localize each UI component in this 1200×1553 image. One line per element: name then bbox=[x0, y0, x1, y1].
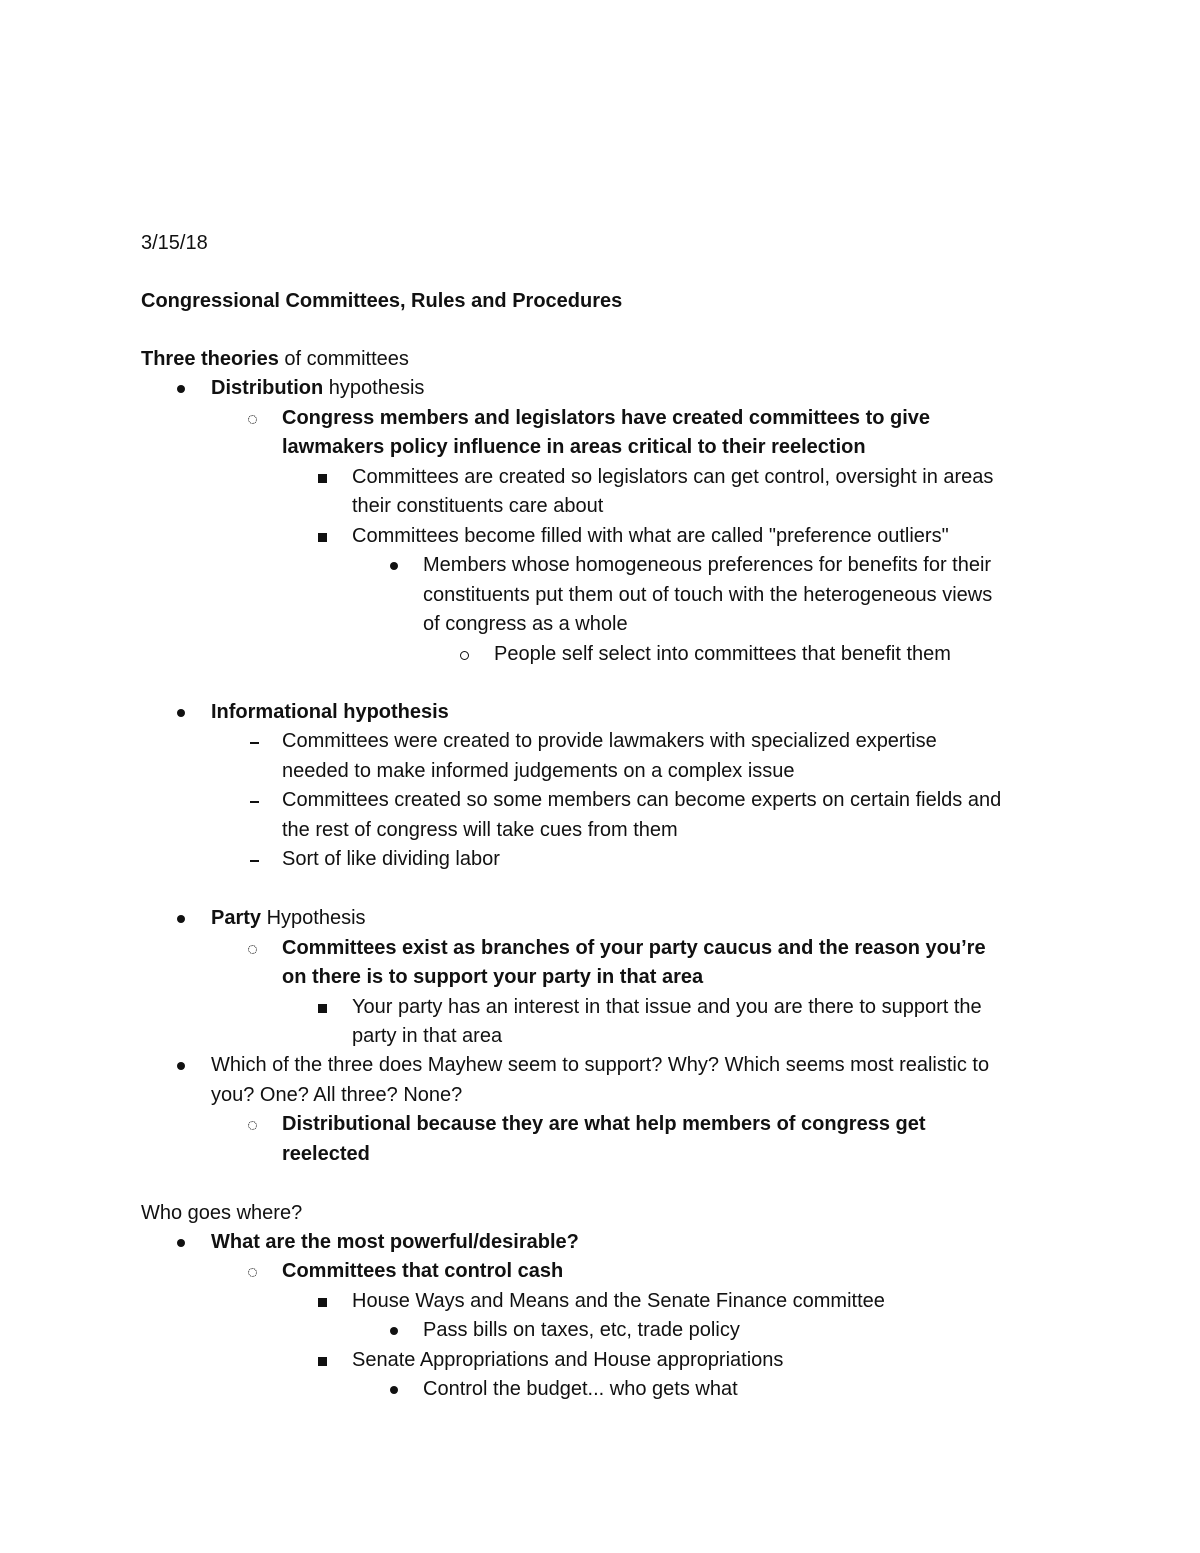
distribution-point-line2: lawmakers policy influence in areas critical to their reelection bbox=[282, 436, 866, 458]
bullet-icon bbox=[390, 1386, 398, 1394]
distribution-sub2-detail-line2: constituents put them out of touch with the heterogeneous views bbox=[423, 584, 993, 606]
party-label-bold: Party bbox=[211, 907, 262, 929]
distribution-sub2: Committees become filled with what are called "preference outliers" bbox=[352, 525, 949, 547]
theories-heading-rest: of committees bbox=[278, 348, 409, 370]
bullet-icon bbox=[177, 915, 185, 923]
square-bullet-icon bbox=[318, 1004, 327, 1013]
distribution-sub1-line1: Committees are created so legislators can get control, oversight in areas bbox=[352, 466, 994, 488]
answer-line1: Distributional because they are what help members of congress get bbox=[282, 1113, 926, 1135]
bullet-icon bbox=[177, 1239, 185, 1247]
informational-item1-line1: Committees were created to provide lawmakers with specialized expertise bbox=[282, 730, 937, 752]
who-goes-where-item1-sub: Pass bills on taxes, etc, trade policy bbox=[423, 1319, 740, 1341]
who-goes-where-heading: Who goes where? bbox=[141, 1202, 303, 1224]
party-label bbox=[211, 904, 366, 933]
party-point-line1: Committees exist as branches of your party caucus and the reason you’re bbox=[282, 937, 986, 959]
party-sub-line1: Your party has an interest in that issue and you are there to support the bbox=[352, 996, 982, 1018]
distribution-label bbox=[211, 374, 424, 403]
party-point-line2: on there is to support your party in that area bbox=[282, 966, 704, 988]
party-sub-line2: party in that area bbox=[352, 1025, 503, 1047]
who-goes-where-answer: Committees that control cash bbox=[282, 1260, 564, 1282]
square-bullet-icon bbox=[318, 474, 327, 483]
square-bullet-icon bbox=[318, 1357, 327, 1366]
informational-label: Informational hypothesis bbox=[211, 701, 449, 723]
informational-item3: Sort of like dividing labor bbox=[282, 848, 500, 870]
theories-heading-bold: Three theories bbox=[141, 348, 279, 370]
bullet-icon bbox=[177, 385, 185, 393]
question-line1: Which of the three does Mayhew seem to support? Why? Which seems most realistic to bbox=[211, 1054, 990, 1076]
distribution-sub1-line2: their constituents care about bbox=[352, 495, 604, 517]
circle-bullet-icon bbox=[460, 651, 469, 660]
who-goes-where-item2: Senate Appropriations and House appropriations bbox=[352, 1349, 784, 1371]
bullet-icon bbox=[177, 1062, 185, 1070]
bullet-icon bbox=[390, 1327, 398, 1335]
bullet-icon bbox=[390, 562, 398, 570]
square-bullet-icon bbox=[318, 533, 327, 542]
square-bullet-icon bbox=[318, 1298, 327, 1307]
distribution-point-line1: Congress members and legislators have created committees to give bbox=[282, 407, 931, 429]
document-title: Congressional Committees, Rules and Procedures bbox=[141, 290, 623, 312]
answer-line2: reelected bbox=[282, 1143, 370, 1165]
who-goes-where-item2-sub: Control the budget... who gets what bbox=[423, 1378, 738, 1400]
informational-item1-line2: needed to make informed judgements on a complex issue bbox=[282, 760, 795, 782]
dash-bullet-icon bbox=[250, 742, 259, 744]
distribution-label-bold: Distribution bbox=[211, 377, 324, 399]
informational-item2-line2: the rest of congress will take cues from them bbox=[282, 819, 678, 841]
hollow-bullet-icon bbox=[248, 945, 257, 954]
party-label-rest: Hypothesis bbox=[261, 907, 366, 929]
distribution-sub2-detail-line3: of congress as a whole bbox=[423, 613, 628, 635]
theories-heading bbox=[141, 345, 409, 374]
hollow-bullet-icon bbox=[248, 1268, 257, 1277]
document-date: 3/15/18 bbox=[141, 232, 208, 254]
who-goes-where-question: What are the most powerful/desirable? bbox=[211, 1231, 579, 1253]
distribution-sub2-detail-line1: Members whose homogeneous preferences for benefits for their bbox=[423, 554, 992, 576]
who-goes-where-item1: House Ways and Means and the Senate Finance committee bbox=[352, 1290, 885, 1312]
bullet-icon bbox=[177, 709, 185, 717]
informational-item2-line1: Committees created so some members can become experts on certain fields and bbox=[282, 789, 1002, 811]
question-line2: you? One? All three? None? bbox=[211, 1084, 463, 1106]
distribution-sub2-detail-sub: People self select into committees that benefit them bbox=[494, 643, 951, 665]
dash-bullet-icon bbox=[250, 801, 259, 803]
dash-bullet-icon bbox=[250, 860, 259, 862]
distribution-label-rest: hypothesis bbox=[323, 377, 425, 399]
hollow-bullet-icon bbox=[248, 415, 257, 424]
hollow-bullet-icon bbox=[248, 1121, 257, 1130]
